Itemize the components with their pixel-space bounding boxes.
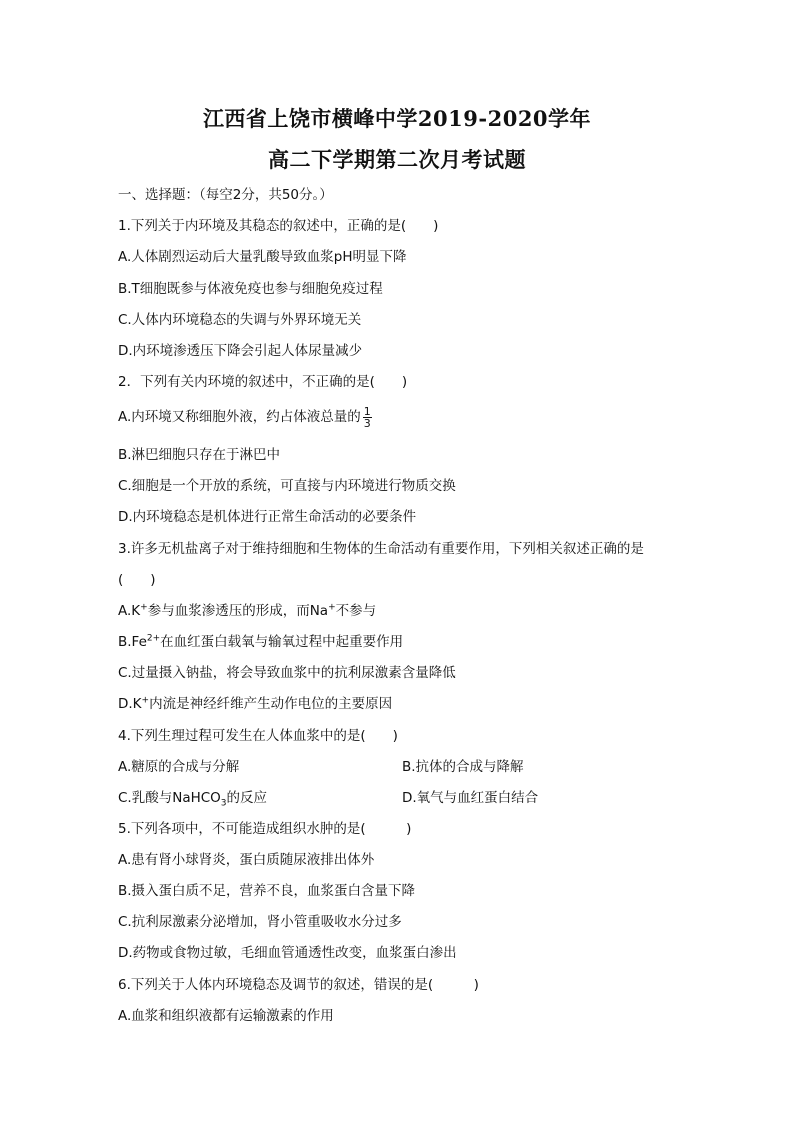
question-3-stem: 3.许多无机盐离子对于维持细胞和生物体的生命活动有重要作用，下列相关叙述正确的是 [118,541,644,557]
superscript: 2+ [146,633,161,644]
question-1-option-b: B.T细胞既参与体液免疫也参与细胞免疫过程 [118,281,383,297]
question-4-option-b: B.抗体的合成与降解 [402,759,524,775]
text-run: 不参与 [335,603,377,619]
fraction-one-third [363,406,372,429]
text-run: 的反应 [226,790,268,806]
question-4-option-a: A.糖原的合成与分解 [118,759,240,775]
question-3-stem-cont: ( ) [118,572,156,588]
text-run: C.乳酸与NaHCO [118,790,221,806]
question-5-option-a: A.患有肾小球肾炎，蛋白质随尿液排出体外 [118,852,375,868]
question-2-option-b: B.淋巴细胞只存在于淋巴中 [118,447,281,463]
question-2-option-c: C.细胞是一个开放的系统，可直接与内环境进行物质交换 [118,478,456,494]
question-5-stem: 5.下列各项中，不可能造成组织水肿的是( ) [118,821,412,837]
fraction-denominator: 3 [363,416,371,430]
question-4-option-c [118,789,267,807]
question-6-option-a: A.血浆和组织液都有运输激素的作用 [118,1008,334,1024]
question-3-option-c [118,664,456,682]
question-2-stem: 2．下列有关内环境的叙述中，不正确的是( ) [118,374,408,390]
title-line-2: 高二下学期第二次月考试题 [268,147,526,172]
text-run: A.K [118,603,141,619]
question-2-option-a [118,404,372,430]
question-5-option-c: C.抗利尿激素分泌增加，肾小管重吸收水分过多 [118,914,402,930]
text-run: 在血红蛋白载氧与输氧过程中起重要作用 [160,634,404,650]
question-3-option-b [118,633,403,651]
question-1-option-d: D.内环境渗透压下降会引起人体尿量减少 [118,343,363,359]
text-run: 参与血浆渗透压的形成，而Na [147,603,329,619]
question-2-option-d: D.内环境稳态是机体进行正常生命活动的必要条件 [118,509,417,525]
question-5-option-b: B.摄入蛋白质不足，营养不良，血浆蛋白含量下降 [118,883,416,899]
superscript: + [141,695,150,706]
section-heading: 一、选择题：（每空2分，共50分。） [118,187,333,203]
question-1-option-c: C.人体内环境稳态的失调与外界环境无关 [118,312,362,328]
superscript: + [328,602,336,613]
text-run: 内流是神经纤维产生动作电位的主要原因 [149,696,393,712]
fraction-numerator: 1 [363,404,371,418]
question-5-option-d: D.药物或食物过敏，毛细血管通透性改变，血浆蛋白渗出 [118,945,457,961]
subscript: 3 [220,798,227,809]
text-run: D.K [118,696,142,712]
title-line-1: 江西省上饶市横峰中学2019-2020学年 [202,106,592,131]
question-3-option-a [118,602,376,620]
question-2-option-a-text: A.内环境又称细胞外液，约占体液总量的 [118,409,361,425]
question-1-option-a: A.人体剧烈运动后大量乳酸导致血浆pH明显下降 [118,249,407,265]
text-run: B.Fe [118,634,147,650]
question-4-stem: 4.下列生理过程可发生在人体血浆中的是( ) [118,728,398,744]
text-run: C.过量摄入钠盐，将会导致血浆中的抗利尿激素含量降低 [118,665,456,681]
question-6-stem: 6.下列关于人体内环境稳态及调节的叙述，错误的是( ) [118,977,479,993]
question-4-option-d: D.氧气与血红蛋白结合 [402,790,539,806]
question-1-stem: 1.下列关于内环境及其稳态的叙述中，正确的是( ) [118,218,439,234]
superscript: + [140,602,148,613]
question-3-option-d [118,695,392,713]
